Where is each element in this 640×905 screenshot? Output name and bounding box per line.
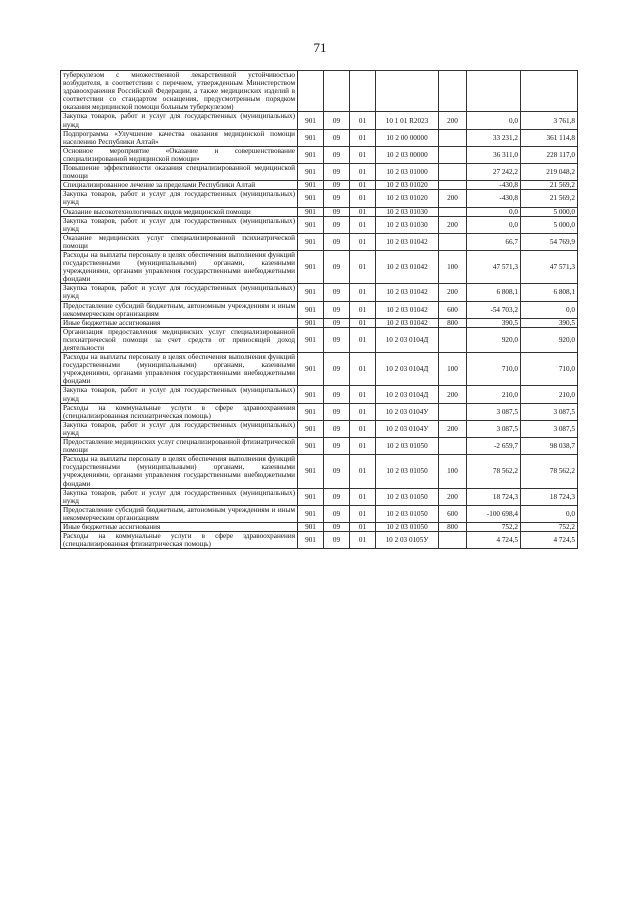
sum-total-cell: 3 761,8 [521, 112, 578, 129]
table-row [61, 318, 578, 327]
rz-cell: 09 [324, 190, 350, 207]
gr-cell: 901 [298, 146, 324, 163]
vr-cell [439, 233, 467, 250]
sum-change-cell: -430,8 [467, 181, 521, 190]
sum-change-cell: 6 808,1 [467, 284, 521, 301]
vr-cell: 200 [439, 190, 467, 207]
row-name-cell: Закупка товаров, работ и услуг для государственных (муниципальных) нужд [61, 190, 298, 207]
row-name-cell: Основное мероприятие «Оказание и совершенствование специализированной медицинской помощи» [61, 146, 298, 163]
budget-table-body [61, 71, 578, 549]
sum-total-cell: 4 724,5 [521, 532, 578, 549]
table-row [61, 488, 578, 505]
gr-cell: 901 [298, 438, 324, 455]
gr-cell: 901 [298, 353, 324, 386]
pr-cell: 01 [350, 190, 376, 207]
vr-cell [439, 146, 467, 163]
row-name-cell: Повышение эффективности оказания специализированной медицинской помощи [61, 164, 298, 181]
sum-change-cell: -54 703,2 [467, 301, 521, 318]
csr-cell: 10 2 03 01020 [376, 181, 439, 190]
pr-cell: 01 [350, 532, 376, 549]
rz-cell: 09 [324, 438, 350, 455]
row-name-cell: Закупка товаров, работ и услуг для государственных (муниципальных) нужд [61, 488, 298, 505]
vr-cell [439, 207, 467, 216]
table-row [61, 216, 578, 233]
csr-cell: 10 2 03 01030 [376, 216, 439, 233]
table-row [61, 420, 578, 437]
vr-cell [439, 327, 467, 352]
table-row [61, 386, 578, 403]
pr-cell [350, 71, 376, 112]
csr-cell: 10 2 00 00000 [376, 129, 439, 146]
csr-cell: 10 2 03 01050 [376, 455, 439, 488]
sum-change-cell: 27 242,2 [467, 164, 521, 181]
rz-cell: 09 [324, 207, 350, 216]
table-row [61, 301, 578, 318]
sum-change-cell: -2 659,7 [467, 438, 521, 455]
rz-cell: 09 [324, 532, 350, 549]
rz-cell: 09 [324, 353, 350, 386]
sum-total-cell: 710,0 [521, 353, 578, 386]
sum-change-cell: 18 724,3 [467, 488, 521, 505]
table-row [61, 164, 578, 181]
csr-cell: 10 2 03 00000 [376, 146, 439, 163]
sum-total-cell: 228 117,0 [521, 146, 578, 163]
sum-change-cell: -430,8 [467, 190, 521, 207]
sum-change-cell: 36 311,0 [467, 146, 521, 163]
csr-cell: 10 2 03 0104Д [376, 386, 439, 403]
gr-cell: 901 [298, 488, 324, 505]
table-row [61, 505, 578, 522]
vr-cell: 200 [439, 112, 467, 129]
row-name-cell: Закупка товаров, работ и услуг для государственных (муниципальных) нужд [61, 386, 298, 403]
gr-cell: 901 [298, 284, 324, 301]
csr-cell: 10 2 03 0104У [376, 403, 439, 420]
gr-cell: 901 [298, 420, 324, 437]
rz-cell [324, 71, 350, 112]
pr-cell: 01 [350, 164, 376, 181]
pr-cell: 01 [350, 455, 376, 488]
sum-change-cell: 33 231,2 [467, 129, 521, 146]
csr-cell: 10 2 03 0105У [376, 532, 439, 549]
rz-cell: 09 [324, 386, 350, 403]
table-row [61, 71, 578, 112]
sum-change-cell [467, 71, 521, 112]
table-row [61, 207, 578, 216]
sum-change-cell: 210,0 [467, 386, 521, 403]
rz-cell: 09 [324, 181, 350, 190]
rz-cell: 09 [324, 455, 350, 488]
rz-cell: 09 [324, 284, 350, 301]
page-number: 71 [313, 40, 327, 55]
sum-change-cell: 0,0 [467, 207, 521, 216]
row-name-cell: Закупка товаров, работ и услуг для государственных (муниципальных) нужд [61, 112, 298, 129]
vr-cell: 200 [439, 284, 467, 301]
table-row [61, 532, 578, 549]
vr-cell: 600 [439, 301, 467, 318]
pr-cell: 01 [350, 327, 376, 352]
csr-cell: 10 2 03 01050 [376, 488, 439, 505]
sum-total-cell: 21 569,2 [521, 181, 578, 190]
pr-cell: 01 [350, 301, 376, 318]
csr-cell: 10 2 03 01050 [376, 438, 439, 455]
row-name-cell: Расходы на выплаты персоналу в целях обеспечения выполнения функций государственными (муниципальными) органами, казенными учреждениями, органами управления государственными внебюджетными фондами [61, 455, 298, 488]
sum-total-cell: 54 769,9 [521, 233, 578, 250]
pr-cell: 01 [350, 112, 376, 129]
csr-cell: 10 2 03 01030 [376, 207, 439, 216]
csr-cell: 10 2 03 0104У [376, 420, 439, 437]
rz-cell: 09 [324, 129, 350, 146]
budget-table [60, 70, 578, 549]
vr-cell [439, 129, 467, 146]
vr-cell: 800 [439, 318, 467, 327]
table-row [61, 250, 578, 283]
csr-cell: 10 2 03 01050 [376, 522, 439, 531]
gr-cell: 901 [298, 505, 324, 522]
rz-cell: 09 [324, 301, 350, 318]
rz-cell: 09 [324, 146, 350, 163]
sum-total-cell: 752,2 [521, 522, 578, 531]
pr-cell: 01 [350, 438, 376, 455]
pr-cell: 01 [350, 216, 376, 233]
rz-cell: 09 [324, 233, 350, 250]
row-name-cell: Организация предоставления медицинских услуг специализированной психиатрической помощи за счет средств от приносящей доход деятельности [61, 327, 298, 352]
gr-cell: 901 [298, 112, 324, 129]
pr-cell: 01 [350, 233, 376, 250]
table-row [61, 181, 578, 190]
rz-cell: 09 [324, 318, 350, 327]
csr-cell: 10 2 03 01050 [376, 505, 439, 522]
sum-total-cell: 98 038,7 [521, 438, 578, 455]
pr-cell: 01 [350, 386, 376, 403]
sum-change-cell: 920,0 [467, 327, 521, 352]
rz-cell: 09 [324, 216, 350, 233]
vr-cell: 200 [439, 420, 467, 437]
csr-cell: 10 2 03 0104Д [376, 353, 439, 386]
csr-cell: 10 2 03 01000 [376, 164, 439, 181]
table-row [61, 403, 578, 420]
sum-change-cell: 390,5 [467, 318, 521, 327]
gr-cell: 901 [298, 216, 324, 233]
pr-cell: 01 [350, 353, 376, 386]
gr-cell: 901 [298, 301, 324, 318]
vr-cell [439, 181, 467, 190]
rz-cell: 09 [324, 505, 350, 522]
table-row [61, 327, 578, 352]
sum-change-cell: 47 571,3 [467, 250, 521, 283]
row-name-cell: Иные бюджетные ассигнования [61, 522, 298, 531]
gr-cell: 901 [298, 403, 324, 420]
gr-cell: 901 [298, 455, 324, 488]
pr-cell: 01 [350, 207, 376, 216]
sum-total-cell: 6 808,1 [521, 284, 578, 301]
sum-total-cell: 5 000,0 [521, 207, 578, 216]
vr-cell: 100 [439, 250, 467, 283]
table-row [61, 146, 578, 163]
gr-cell: 901 [298, 207, 324, 216]
pr-cell: 01 [350, 284, 376, 301]
rz-cell: 09 [324, 112, 350, 129]
row-name-cell: Закупка товаров, работ и услуг для государственных (муниципальных) нужд [61, 216, 298, 233]
sum-change-cell: 66,7 [467, 233, 521, 250]
sum-total-cell: 361 114,8 [521, 129, 578, 146]
gr-cell: 901 [298, 532, 324, 549]
vr-cell: 200 [439, 216, 467, 233]
gr-cell: 901 [298, 233, 324, 250]
pr-cell: 01 [350, 250, 376, 283]
table-row [61, 190, 578, 207]
pr-cell: 01 [350, 488, 376, 505]
row-name-cell: Предоставление медицинских услуг специализированной фтизиатрической помощи [61, 438, 298, 455]
sum-change-cell: -100 698,4 [467, 505, 521, 522]
gr-cell: 901 [298, 164, 324, 181]
rz-cell: 09 [324, 420, 350, 437]
vr-cell: 100 [439, 455, 467, 488]
vr-cell: 600 [439, 505, 467, 522]
row-name-cell: Расходы на выплаты персоналу в целях обеспечения выполнения функций государственными (муниципальными) органами, казенными учреждениями, органами управления государственными внебюджетными фондами [61, 250, 298, 283]
rz-cell: 09 [324, 522, 350, 531]
row-name-cell: Иные бюджетные ассигнования [61, 318, 298, 327]
rz-cell: 09 [324, 327, 350, 352]
row-name-cell: Специализированное лечение за пределами Республики Алтай [61, 181, 298, 190]
csr-cell: 10 2 03 01042 [376, 301, 439, 318]
row-name-cell: Предоставление субсидий бюджетным, автономным учреждениям и иным некоммерческим организациям [61, 301, 298, 318]
vr-cell [439, 532, 467, 549]
row-name-cell: Подпрограмма «Улучшение качества оказания медицинской помощи населению Республики Алтай» [61, 129, 298, 146]
sum-total-cell: 210,0 [521, 386, 578, 403]
sum-total-cell: 78 562,2 [521, 455, 578, 488]
row-name-cell: Расходы на выплаты персоналу в целях обеспечения выполнения функций государственными (муниципальными) органами, казенными учреждениями, органами управления государственными внебюджетными фондами [61, 353, 298, 386]
sum-total-cell: 5 000,0 [521, 216, 578, 233]
sum-total-cell: 0,0 [521, 505, 578, 522]
csr-cell: 10 2 03 01042 [376, 284, 439, 301]
rz-cell: 09 [324, 164, 350, 181]
csr-cell: 10 2 03 01020 [376, 190, 439, 207]
csr-cell: 10 2 03 01042 [376, 318, 439, 327]
gr-cell: 901 [298, 129, 324, 146]
sum-total-cell: 219 048,2 [521, 164, 578, 181]
gr-cell: 901 [298, 190, 324, 207]
sum-change-cell: 3 087,5 [467, 420, 521, 437]
gr-cell: 901 [298, 318, 324, 327]
sum-total-cell: 0,0 [521, 301, 578, 318]
pr-cell: 01 [350, 181, 376, 190]
csr-cell: 10 2 03 01042 [376, 250, 439, 283]
vr-cell [439, 71, 467, 112]
table-row [61, 438, 578, 455]
sum-total-cell [521, 71, 578, 112]
pr-cell: 01 [350, 420, 376, 437]
row-name-cell: туберкулезом с множественной лекарственной устойчивостью возбудителя, в соответствии с перечнем, утвержденным Министерством здравоохранения Российской Федерации, а также медицинских изделий в соответствии со стандартом оснащения, предусмотренным порядком оказания медицинской помощи больным туберкулезом) [61, 71, 298, 112]
table-row [61, 112, 578, 129]
sum-total-cell: 3 087,5 [521, 403, 578, 420]
pr-cell: 01 [350, 522, 376, 531]
sum-change-cell: 0,0 [467, 112, 521, 129]
table-row [61, 129, 578, 146]
sum-change-cell: 752,2 [467, 522, 521, 531]
csr-cell: 10 2 03 01042 [376, 233, 439, 250]
row-name-cell: Оказание медицинских услуг специализированной психиатрической помощи [61, 233, 298, 250]
table-row [61, 455, 578, 488]
table-row [61, 284, 578, 301]
row-name-cell: Расходы на коммунальные услуги в сфере здравоохранения (специализированная психиатрическая помощь) [61, 403, 298, 420]
vr-cell [439, 403, 467, 420]
rz-cell: 09 [324, 403, 350, 420]
sum-total-cell: 47 571,3 [521, 250, 578, 283]
gr-cell: 901 [298, 386, 324, 403]
csr-cell: 10 1 01 R2023 [376, 112, 439, 129]
sum-change-cell: 710,0 [467, 353, 521, 386]
vr-cell [439, 438, 467, 455]
csr-cell: 10 2 03 0104Д [376, 327, 439, 352]
csr-cell [376, 71, 439, 112]
sum-total-cell: 3 087,5 [521, 420, 578, 437]
sum-change-cell: 4 724,5 [467, 532, 521, 549]
row-name-cell: Закупка товаров, работ и услуг для государственных (муниципальных) нужд [61, 284, 298, 301]
table-row [61, 353, 578, 386]
sum-total-cell: 18 724,3 [521, 488, 578, 505]
vr-cell: 200 [439, 488, 467, 505]
row-name-cell: Расходы на коммунальные услуги в сфере здравоохранения (специализированная фтизиатрическая помощь) [61, 532, 298, 549]
vr-cell: 200 [439, 386, 467, 403]
sum-change-cell: 78 562,2 [467, 455, 521, 488]
vr-cell: 800 [439, 522, 467, 531]
vr-cell: 100 [439, 353, 467, 386]
gr-cell: 901 [298, 522, 324, 531]
pr-cell: 01 [350, 505, 376, 522]
pr-cell: 01 [350, 129, 376, 146]
gr-cell: 901 [298, 181, 324, 190]
row-name-cell: Оказание высокотехнологичных видов медицинской помощи [61, 207, 298, 216]
vr-cell [439, 164, 467, 181]
pr-cell: 01 [350, 403, 376, 420]
gr-cell [298, 71, 324, 112]
rz-cell: 09 [324, 250, 350, 283]
gr-cell: 901 [298, 250, 324, 283]
table-row [61, 233, 578, 250]
sum-total-cell: 920,0 [521, 327, 578, 352]
sum-change-cell: 0,0 [467, 216, 521, 233]
rz-cell: 09 [324, 488, 350, 505]
pr-cell: 01 [350, 146, 376, 163]
sum-total-cell: 21 569,2 [521, 190, 578, 207]
sum-total-cell: 390,5 [521, 318, 578, 327]
gr-cell: 901 [298, 327, 324, 352]
table-row [61, 522, 578, 531]
pr-cell: 01 [350, 318, 376, 327]
sum-change-cell: 3 087,5 [467, 403, 521, 420]
row-name-cell: Закупка товаров, работ и услуг для государственных (муниципальных) нужд [61, 420, 298, 437]
row-name-cell: Предоставление субсидий бюджетным, автономным учреждениям и иным некоммерческим организациям [61, 505, 298, 522]
